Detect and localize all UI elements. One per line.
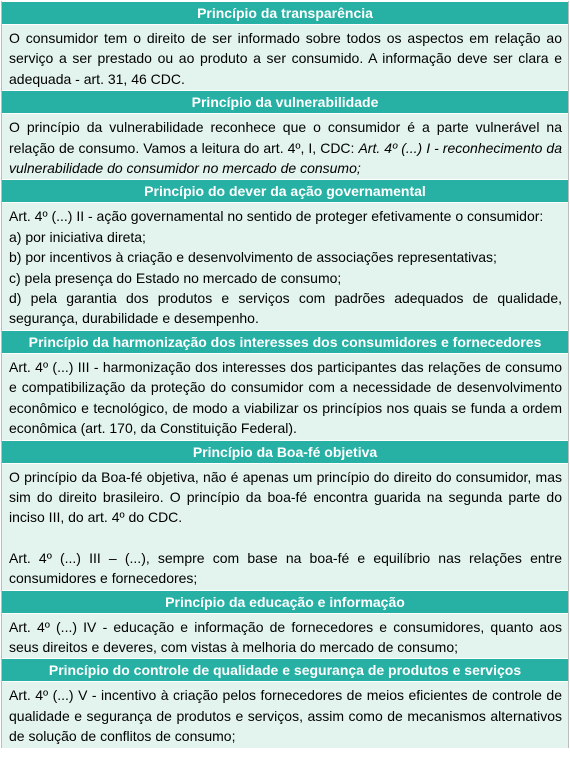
paragraph-text: O princípio da vulnerabilidade reconhece que o consumidor é a parte vulnerável na relação de consumo. Vamos a leitura do art. 4º, I, CDC: [9,119,562,156]
section-header: Princípio da harmonização dos interesses dos consumidores e fornecedores [2,330,568,354]
paragraph: O princípio da Boa-fé objetiva, não é apenas um princípio do direito do consumidor, mas sim do direito brasileiro. O princípio da boa-fé encontra guarida na segunda parte do inciso III, do art. 4º do CDC. [9,468,562,526]
section-vulnerabilidade [1,90,569,179]
section-body [2,354,568,440]
section-body [2,682,568,747]
section-body [2,114,568,179]
section-body [2,614,568,659]
section-header: Princípio do dever da ação governamental [2,179,568,203]
paragraph: Art. 4º (...) IV - educação e informação de fornecedores e consumidores, quanto aos seus direitos e deveres, com vistas à melhoria do mercado de consumo; [9,618,562,655]
section-controle-qualidade [1,658,569,747]
list-item: c) pela presença do Estado no mercado de consumo; [9,269,342,286]
list-item: a) por iniciativa direta; [9,228,146,245]
list-item: b) por incentivos à criação e desenvolvimento de associações representativas; [9,249,497,266]
paragraph: Art. 4º (...) III – (...), sempre com base na boa-fé e equilíbrio nas relações entre consumidores e fornecedores; [9,549,562,587]
section-boa-fe [1,440,569,590]
section-header: Princípio do controle de qualidade e segurança de produtos e serviços [2,658,568,682]
section-header: Princípio da Boa-fé objetiva [2,440,568,464]
section-body [2,25,568,90]
section-body [2,203,568,329]
section-acao-governamental [1,179,569,329]
section-body [2,464,568,590]
section-harmonizacao [1,330,569,440]
paragraph: O consumidor tem o direito de ser informado sobre todos os aspectos em relação ao serviço a ser prestado ou ao produto a ser consumido. A informação deve ser clara e adequada - art. 31, 46 CDC. [9,30,562,87]
paragraph: Art. 4º (...) V - incentivo à criação pelos fornecedores de meios eficientes de controle de qualidade e segurança de produtos e serviços, assim como de mecanismos alternativos de solução de conflitos de consumo; [9,687,562,745]
section-header: Princípio da vulnerabilidade [2,90,568,114]
paragraph: Art. 4º (...) II - ação governamental no sentido de proteger efetivamente o consumidor: [9,208,544,225]
principles-table [1,1,569,748]
section-header: Princípio da transparência [2,1,568,25]
paragraph: Art. 4º (...) III - harmonização dos interesses dos participantes das relações de consumo e compatibilização da proteção do consumidor com a necessidade de desenvolvimento econômico e tecnológico, de modo a viabilizar os princípios nos quais se funda a ordem econômica (art. 170, da Constituição Federal). [9,358,562,437]
section-header: Princípio da educação e informação [2,590,568,614]
section-transparencia [1,1,569,90]
section-educacao [1,590,569,659]
list-item: d) pela garantia dos produtos e serviços com padrões adequados de qualidade, segurança, durabilidade e desempenho. [9,290,562,327]
paragraph [9,117,562,178]
law-quote: Art. 4º (...) I - reconhecimento da vulnerabilidade do consumidor no mercado de consumo; [9,139,563,177]
